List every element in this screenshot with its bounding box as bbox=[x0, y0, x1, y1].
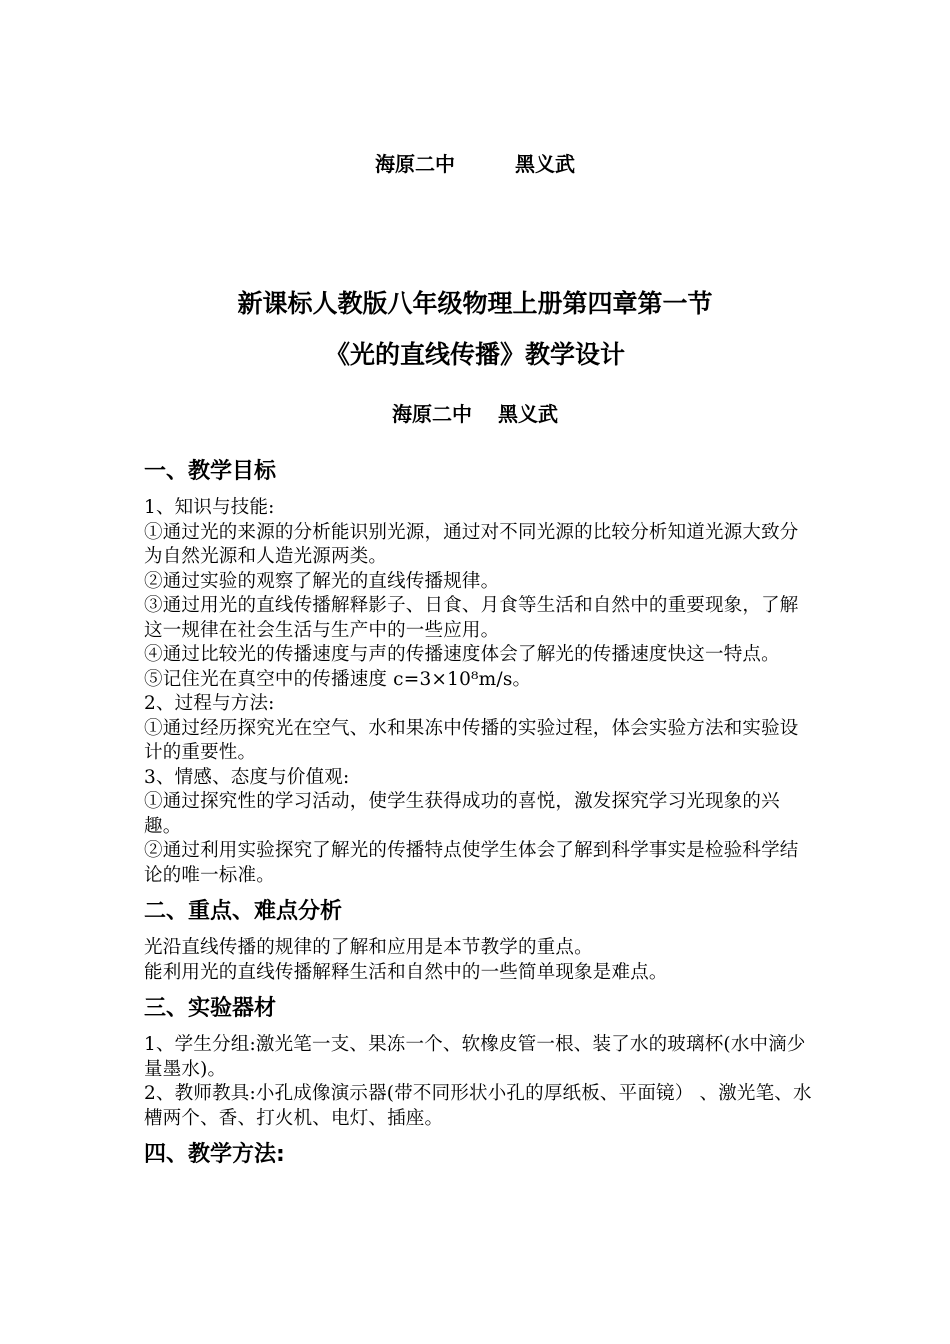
paragraph: ①通过探究性的学习活动，使学生获得成功的喜悦，激发探究学习光现象的兴趣。 bbox=[144, 791, 780, 837]
author-school: 海原二中 bbox=[392, 402, 472, 426]
page-header bbox=[0, 148, 950, 177]
paragraph: ④通过比较光的传播速度与声的传播速度体会了解光的传播速度快这一特点。 bbox=[144, 644, 780, 665]
author-name: 黑义武 bbox=[498, 402, 558, 426]
section-heading-key-points: 二、重点、难点分析 bbox=[144, 899, 343, 924]
section-heading-methods: 四、教学方法: bbox=[144, 1142, 285, 1167]
paragraph: 光沿直线传播的规律的了解和应用是本节教学的重点。 bbox=[144, 937, 593, 958]
section-heading-objectives: 一、教学目标 bbox=[144, 459, 277, 484]
header-name: 黑义武 bbox=[515, 152, 575, 176]
document-body bbox=[144, 456, 814, 1179]
paragraph: 2、教师教具:小孔成像演示器(带不同形状小孔的厚纸板、平面镜） 、激光笔、水槽两个、香、打火机、电灯、插座。 bbox=[144, 1083, 812, 1129]
paragraph: 3、情感、态度与价值观: bbox=[144, 766, 350, 788]
author-line bbox=[0, 398, 950, 427]
document-title-line-1: 新课标人教版八年级物理上册第四章第一节 bbox=[237, 289, 713, 318]
paragraph: ⑤记住光在真空中的传播速度 c=3×10⁸m/s。 bbox=[144, 668, 532, 690]
paragraph: ①通过光的来源的分析能识别光源，通过对不同光源的比较分析知道光源大致分为自然光源和人造光源两类。 bbox=[144, 521, 799, 567]
paragraph: 2、过程与方法: bbox=[144, 693, 275, 714]
paragraph: 1、学生分组:激光笔一支、果冻一个、软橡皮管一根、装了水的玻璃杯(水中滴少量墨水)。 bbox=[144, 1034, 806, 1080]
document-title-line-2: 《光的直线传播》教学设计 bbox=[324, 340, 625, 369]
paragraph: ②通过利用实验探究了解光的传播特点使学生体会了解到科学事实是检验科学结论的唯一标准。 bbox=[144, 840, 799, 886]
paragraph: ③通过用光的直线传播解释影子、日食、月食等生活和自然中的重要现象，了解这一规律在社会生活与生产中的一些应用。 bbox=[144, 595, 799, 641]
paragraph: 1、知识与技能: bbox=[144, 497, 275, 518]
paragraph: ①通过经历探究光在空气、水和果冻中传播的实验过程，体会实验方法和实验设计的重要性。 bbox=[144, 717, 799, 763]
header-school: 海原二中 bbox=[375, 152, 455, 176]
section-heading-equipment: 三、实验器材 bbox=[144, 996, 277, 1021]
paragraph: ②通过实验的观察了解光的直线传播规律。 bbox=[144, 570, 500, 592]
paragraph: 能利用光的直线传播解释生活和自然中的一些简单现象是难点。 bbox=[144, 961, 668, 983]
